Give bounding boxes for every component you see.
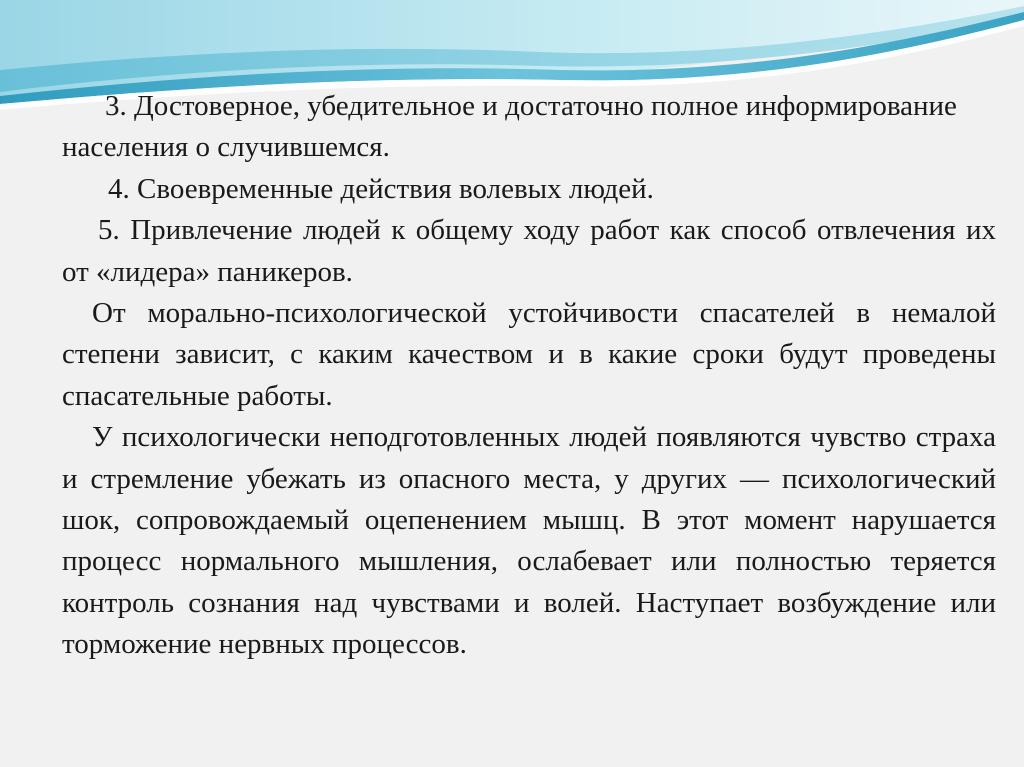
list-item-text: Своевременные действия волевых людей. [137,172,654,205]
list-item-3 [62,86,996,169]
list-item-4 [62,169,996,210]
slide-body [62,86,996,666]
list-item-number: 3. [105,90,127,122]
list-item-text: Привлечение людей к общему ходу работ как способ отвлечения их от «лидера» паникеров. [62,214,996,288]
list-item-number: 4. [108,172,130,205]
paragraph-fear-reaction: У психологически неподготовленных людей появляются чувство страха и стремление убежать из опасного места, у других — психологический шок, сопровождаемый оцепенением мышц. В этот момент нарушается процесс нормального мышления, ослабевает или полностью теряется контроль сознания над чувствами и волей. Наступает возбуждение или торможение нервных процессов. [62,421,996,661]
list-item-text: Достоверное, убедительное и достаточно полное информирование населения о случившемся. [62,90,957,164]
paragraph-stability: От морально-психологической устойчивости спасателей в немалой степени зависит, с каким качеством и в какие сроки будут проведены спасательные работы. [62,297,996,412]
list-item-5 [62,210,996,293]
list-item-number: 5. [98,214,120,247]
